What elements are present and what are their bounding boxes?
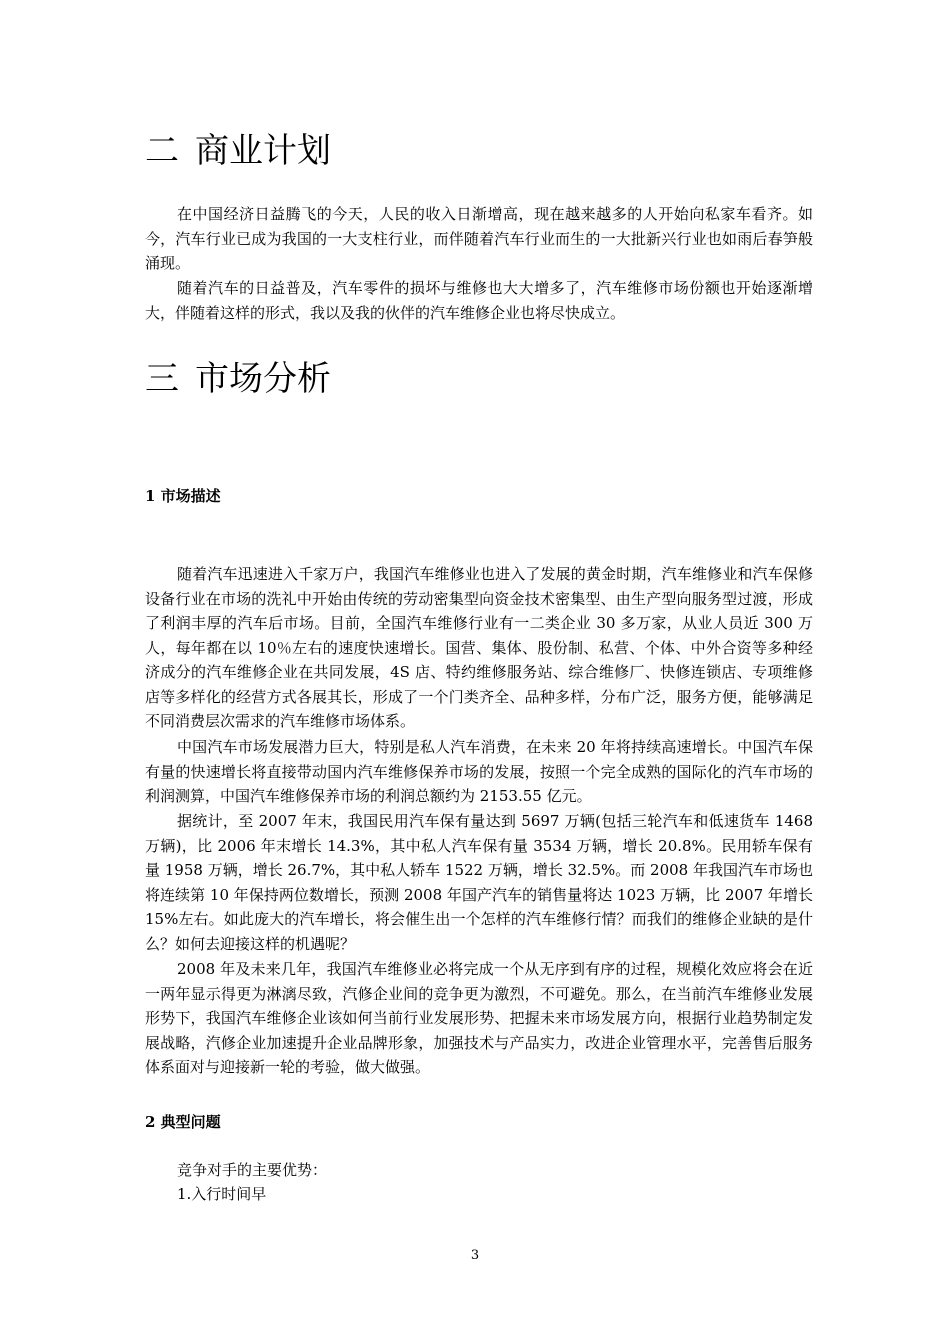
subsection-2-heading: 2 典型问题 bbox=[145, 1113, 221, 1131]
section-3-heading bbox=[145, 359, 331, 399]
section-2-paragraph-1: 在中国经济日益腾飞的今天，人民的收入日渐增高，现在越来越多的人开始向私家车看齐。如今，汽车行业已成为我国的一大支柱行业，而伴随着汽车行业而生的一大批新兴行业也如雨后春笋般涌现。 bbox=[145, 205, 813, 272]
market-paragraph-4: 2008 年及未来几年，我国汽车维修业必将完成一个从无序到有序的过程，规模化效应将会在近一两年显示得更为淋漓尽致，汽修企业间的竞争更为激烈，不可避免。那么，在当前汽车维修业发展形势下，我国汽车维修企业该如何当前行业发展形势、把握未来市场发展方向，根据行业趋势制定发展战略，汽修企业加速提升企业品牌形象，加强技术与产品实力，改进企业管理水平，完善售后服务体系面对与迎接新一轮的考验，做大做强。 bbox=[145, 960, 813, 1076]
problem-line-2: 1.入行时间早 bbox=[177, 1185, 267, 1203]
market-paragraph-2: 中国汽车市场发展潜力巨大，特别是私人汽车消费，在未来 20 年将持续高速增长。中国汽车保有量的快速增长将直接带动国内汽车维修保养市场的发展，按照一个完全成熟的国际化的汽车市场的利润测算，中国汽车维修保养市场的利润总额约为 2153.55 亿元。 bbox=[145, 738, 813, 805]
section-2-title: 商业计划 bbox=[195, 131, 331, 171]
market-paragraph-1: 随着汽车迅速进入千家万户，我国汽车维修业也进入了发展的黄金时期，汽车维修业和汽车保修设备行业在市场的洗礼中开始由传统的劳动密集型向资金技术密集型、由生产型向服务型过渡，形成了利润丰厚的汽车后市场。目前，全国汽车维修行业有一二类企业 30 多万家，从业人员近 300 万人，每年都在以 10％左右的速度快速增长。国营、集体、股份制、私营、个体、中外合资等多种经济成分的汽车维修企业在共同发展，4S 店、特约维修服务站、综合维修厂、快修连锁店、专项维修店等多样化的经营方式各展其长，形成了一个门类齐全、品种多样，分布广泛，服务方便，能够满足不同消费层次需求的汽车维修市场体系。 bbox=[145, 565, 813, 730]
section-3-number: 三 bbox=[145, 359, 179, 399]
section-2-heading bbox=[145, 131, 331, 171]
section-3-title: 市场分析 bbox=[195, 359, 331, 399]
section-2-number: 二 bbox=[145, 131, 179, 171]
page-number: 3 bbox=[470, 1248, 480, 1263]
problem-line-1: 竞争对手的主要优势： bbox=[177, 1161, 328, 1179]
section-2-paragraph-2: 随着汽车的日益普及，汽车零件的损坏与维修也大大增多了，汽车维修市场份额也开始逐渐增大，伴随着这样的形式，我以及我的伙伴的汽车维修企业也将尽快成立。 bbox=[145, 279, 813, 322]
subsection-1-heading: 1 市场描述 bbox=[145, 487, 221, 505]
market-paragraph-3: 据统计，至 2007 年末，我国民用汽车保有量达到 5697 万辆(包括三轮汽车和低速货车 1468 万辆)，比 2006 年末增长 14.3%，其中私人汽车保有量 3534 万辆，增长 20.8%。民用轿车保有量 1958 万辆，增长 26.7%，其中私人轿车 1522 万辆，增长 32.5%。而 2008 年我国汽车市场也将连续第 10 年保持两位数增长，预测 2008 年国产汽车的销售量将达 1023 万辆，比 2007 年增长 15%左右。如此庞大的汽车增长，将会催生出一个怎样的汽车维修行情？而我们的维修企业缺的是什么？如何去迎接这样的机遇呢？ bbox=[145, 812, 813, 953]
